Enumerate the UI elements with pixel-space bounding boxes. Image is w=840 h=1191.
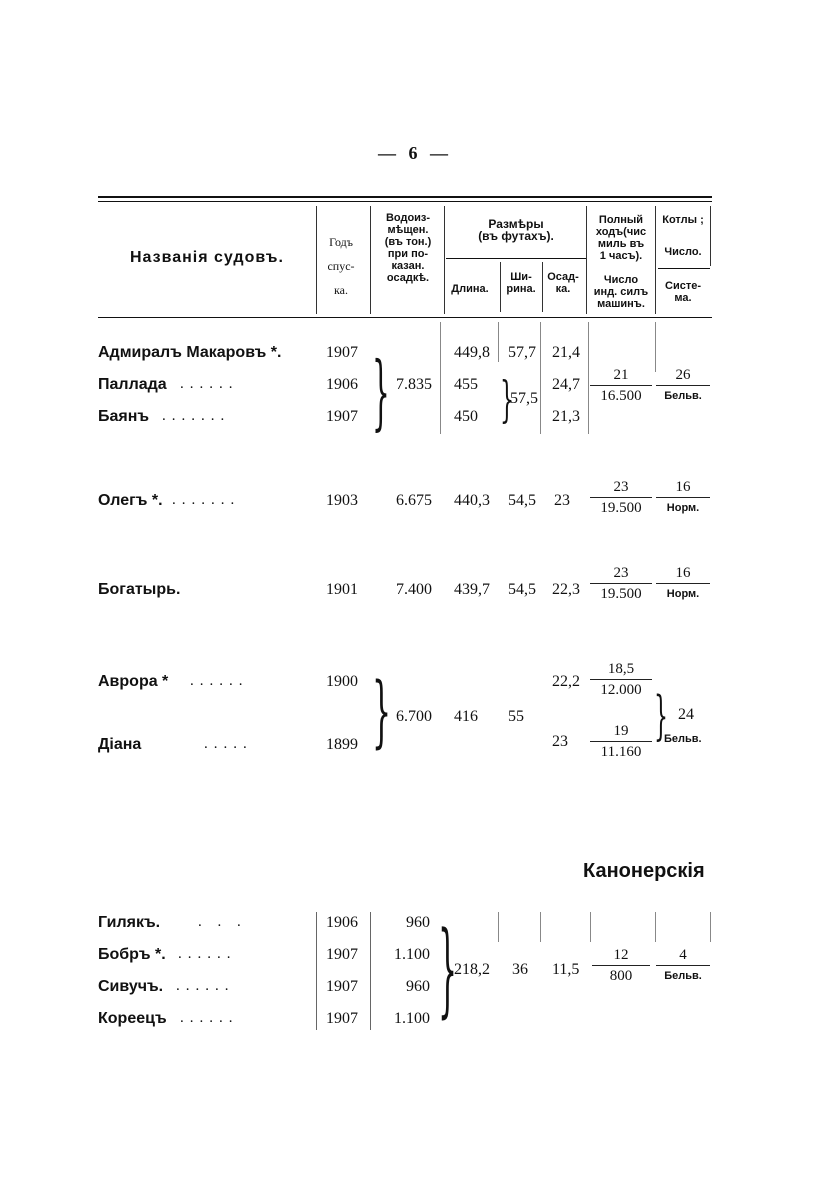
leader-dots: ..... (204, 736, 253, 752)
group-displacement: 7.835 (396, 376, 432, 393)
header-divider (655, 206, 656, 314)
header-length: Длина. (451, 283, 489, 295)
leader-dots: ....... (172, 492, 241, 508)
column-guide (540, 322, 541, 434)
ship-year: 1907 (326, 344, 358, 361)
speed-fraction (590, 478, 652, 517)
ship-draft: 21,4 (552, 344, 580, 361)
ship-year: 1906 (326, 914, 358, 931)
boilers-fraction (656, 564, 710, 603)
column-guide (710, 912, 711, 942)
leader-dots: ...... (178, 946, 237, 962)
boilers-number: 16 (675, 479, 691, 495)
header-horsepower: Число инд. силъ машинъ. (593, 274, 649, 310)
column-guide (370, 912, 371, 1030)
group-brace: } (438, 912, 458, 1031)
horsepower-value: 16.500 (600, 388, 642, 404)
header-draft: Осад- ка. (547, 271, 579, 295)
ship-name: Аврора * (98, 673, 169, 690)
ship-beam: 57,7 (508, 344, 536, 361)
ship-name: Олегъ *. (98, 492, 163, 509)
speed-fraction (590, 564, 652, 603)
leader-dots: ...... (180, 1010, 239, 1026)
header-year: Годъ спус- ка. (327, 235, 355, 297)
boilers-system: Норм. (666, 502, 700, 514)
ship-name: Сивучъ. (98, 978, 164, 995)
header-divider (444, 206, 445, 314)
leader-dots: ...... (190, 673, 249, 689)
ship-year: 1906 (326, 376, 358, 393)
speed-value: 23 (613, 479, 629, 495)
group-beam: 55 (508, 708, 524, 725)
boilers-number: 26 (675, 367, 691, 383)
leader-dots: ...... (176, 978, 235, 994)
column-guide (655, 322, 656, 372)
speed-fraction (590, 722, 652, 761)
ship-year: 1901 (326, 581, 358, 598)
speed-value: 23 (613, 565, 629, 581)
horsepower-value: 800 (609, 968, 633, 984)
boilers-system: Норм. (666, 588, 700, 600)
ship-name: Бобръ *. (98, 946, 166, 963)
ship-year: 1907 (326, 978, 358, 995)
ship-name: Адмиралъ Макаровъ *. (98, 344, 282, 361)
ship-length: 439,7 (454, 581, 490, 598)
ship-displacement: 6.675 (396, 492, 432, 509)
ship-beam: 54,5 (508, 581, 536, 598)
boilers-system: Бельв. (664, 390, 702, 402)
header-name: Названія судовъ. (130, 249, 284, 266)
column-guide (540, 912, 541, 942)
column-guide (590, 912, 591, 942)
group-brace: } (372, 344, 390, 440)
dimensions-divider (446, 258, 586, 259)
header-bottom-rule (98, 317, 712, 318)
ship-year: 1907 (326, 1010, 358, 1027)
column-guide (440, 322, 441, 434)
ship-displacement: 960 (406, 914, 430, 931)
section-title: Канонерскія (583, 860, 705, 882)
group-brace: } (372, 668, 392, 759)
ship-year: 1903 (326, 492, 358, 509)
boilers-number: 24 (678, 706, 694, 723)
header-boilers-number: Число. (664, 246, 702, 258)
header-dimensions: Размѣры (въ футахъ). (478, 217, 554, 243)
header-divider (710, 206, 711, 266)
ship-year: 1907 (326, 946, 358, 963)
ship-year: 1899 (326, 736, 358, 753)
ship-displacement: 1.100 (394, 946, 430, 963)
group-beam: 36 (512, 961, 528, 978)
ship-name: Діана (98, 736, 142, 753)
boilers-brace: } (654, 688, 668, 748)
ship-draft: 24,7 (552, 376, 580, 393)
header-speed: Полный ходъ(чис миль въ 1 часъ). (595, 214, 647, 262)
ship-draft: 23 (552, 733, 568, 750)
ship-name: Богатырь. (98, 581, 181, 598)
ship-draft: 22,2 (552, 673, 580, 690)
ship-displacement: 1.100 (394, 1010, 430, 1027)
boilers-system: Бельв. (664, 970, 702, 982)
ship-name: Баянъ (98, 408, 150, 425)
ship-length: 455 (454, 376, 478, 393)
ship-draft: 22,3 (552, 581, 580, 598)
horsepower-value: 11.160 (600, 744, 642, 760)
group-displacement: 6.700 (396, 708, 432, 725)
ship-name: Гилякъ. (98, 914, 161, 931)
ship-length: 440,3 (454, 492, 490, 509)
group-length: 218,2 (454, 961, 490, 978)
ship-length: 450 (454, 408, 478, 425)
ship-draft: 21,3 (552, 408, 580, 425)
boilers-fraction (656, 946, 710, 985)
boilers-fraction (656, 478, 710, 517)
group-beam: 57,5 (510, 390, 538, 407)
column-guide (316, 912, 317, 1030)
ship-year: 1900 (326, 673, 358, 690)
ship-year: 1907 (326, 408, 358, 425)
group-draft: 11,5 (552, 961, 580, 978)
speed-value: 12 (613, 947, 629, 963)
column-guide (498, 912, 499, 942)
header-boilers: Котлы ; (662, 214, 704, 226)
boilers-fraction (656, 366, 710, 405)
horsepower-value: 19.500 (600, 586, 642, 602)
speed-value: 19 (613, 723, 629, 739)
header-boilers-system: Систе- ма. (665, 280, 701, 304)
column-guide (655, 912, 656, 942)
boilers-system: Бельв. (664, 733, 702, 745)
leader-dots: . . . (198, 914, 247, 930)
boilers-number: 16 (675, 565, 691, 581)
horsepower-value: 19.500 (600, 500, 642, 516)
ship-name: Паллада (98, 376, 167, 393)
header-divider (500, 262, 501, 312)
header-divider (316, 206, 317, 314)
top-rule (98, 196, 712, 198)
ship-draft: 23 (554, 492, 570, 509)
header-divider (586, 206, 587, 314)
column-guide (588, 322, 589, 434)
page-number: — 6 — (378, 143, 452, 163)
leader-dots: ....... (162, 408, 231, 424)
speed-fraction (590, 660, 652, 699)
column-guide (498, 322, 499, 362)
ship-name: Кореецъ (98, 1010, 167, 1027)
header-divider (542, 262, 543, 312)
header-displacement: Водоиз- мѣщен. (въ тон.) при по- казан. осадкѣ. (384, 212, 432, 284)
boilers-number: 4 (679, 947, 687, 963)
group-length: 416 (454, 708, 478, 725)
speed-fraction (590, 366, 652, 405)
top-rule-thin (98, 201, 712, 202)
speed-value: 21 (613, 367, 629, 383)
header-divider (370, 206, 371, 314)
ship-displacement: 960 (406, 978, 430, 995)
ship-beam: 54,5 (508, 492, 536, 509)
speed-value: 18,5 (607, 661, 635, 677)
leader-dots: ...... (180, 376, 239, 392)
boilers-divider (658, 268, 710, 269)
beam-brace: } (500, 374, 514, 429)
horsepower-value: 12.000 (600, 682, 642, 698)
ship-displacement: 7.400 (396, 581, 432, 598)
speed-fraction (592, 946, 650, 985)
header-beam: Ши- рина. (506, 271, 536, 295)
ship-length: 449,8 (454, 344, 490, 361)
